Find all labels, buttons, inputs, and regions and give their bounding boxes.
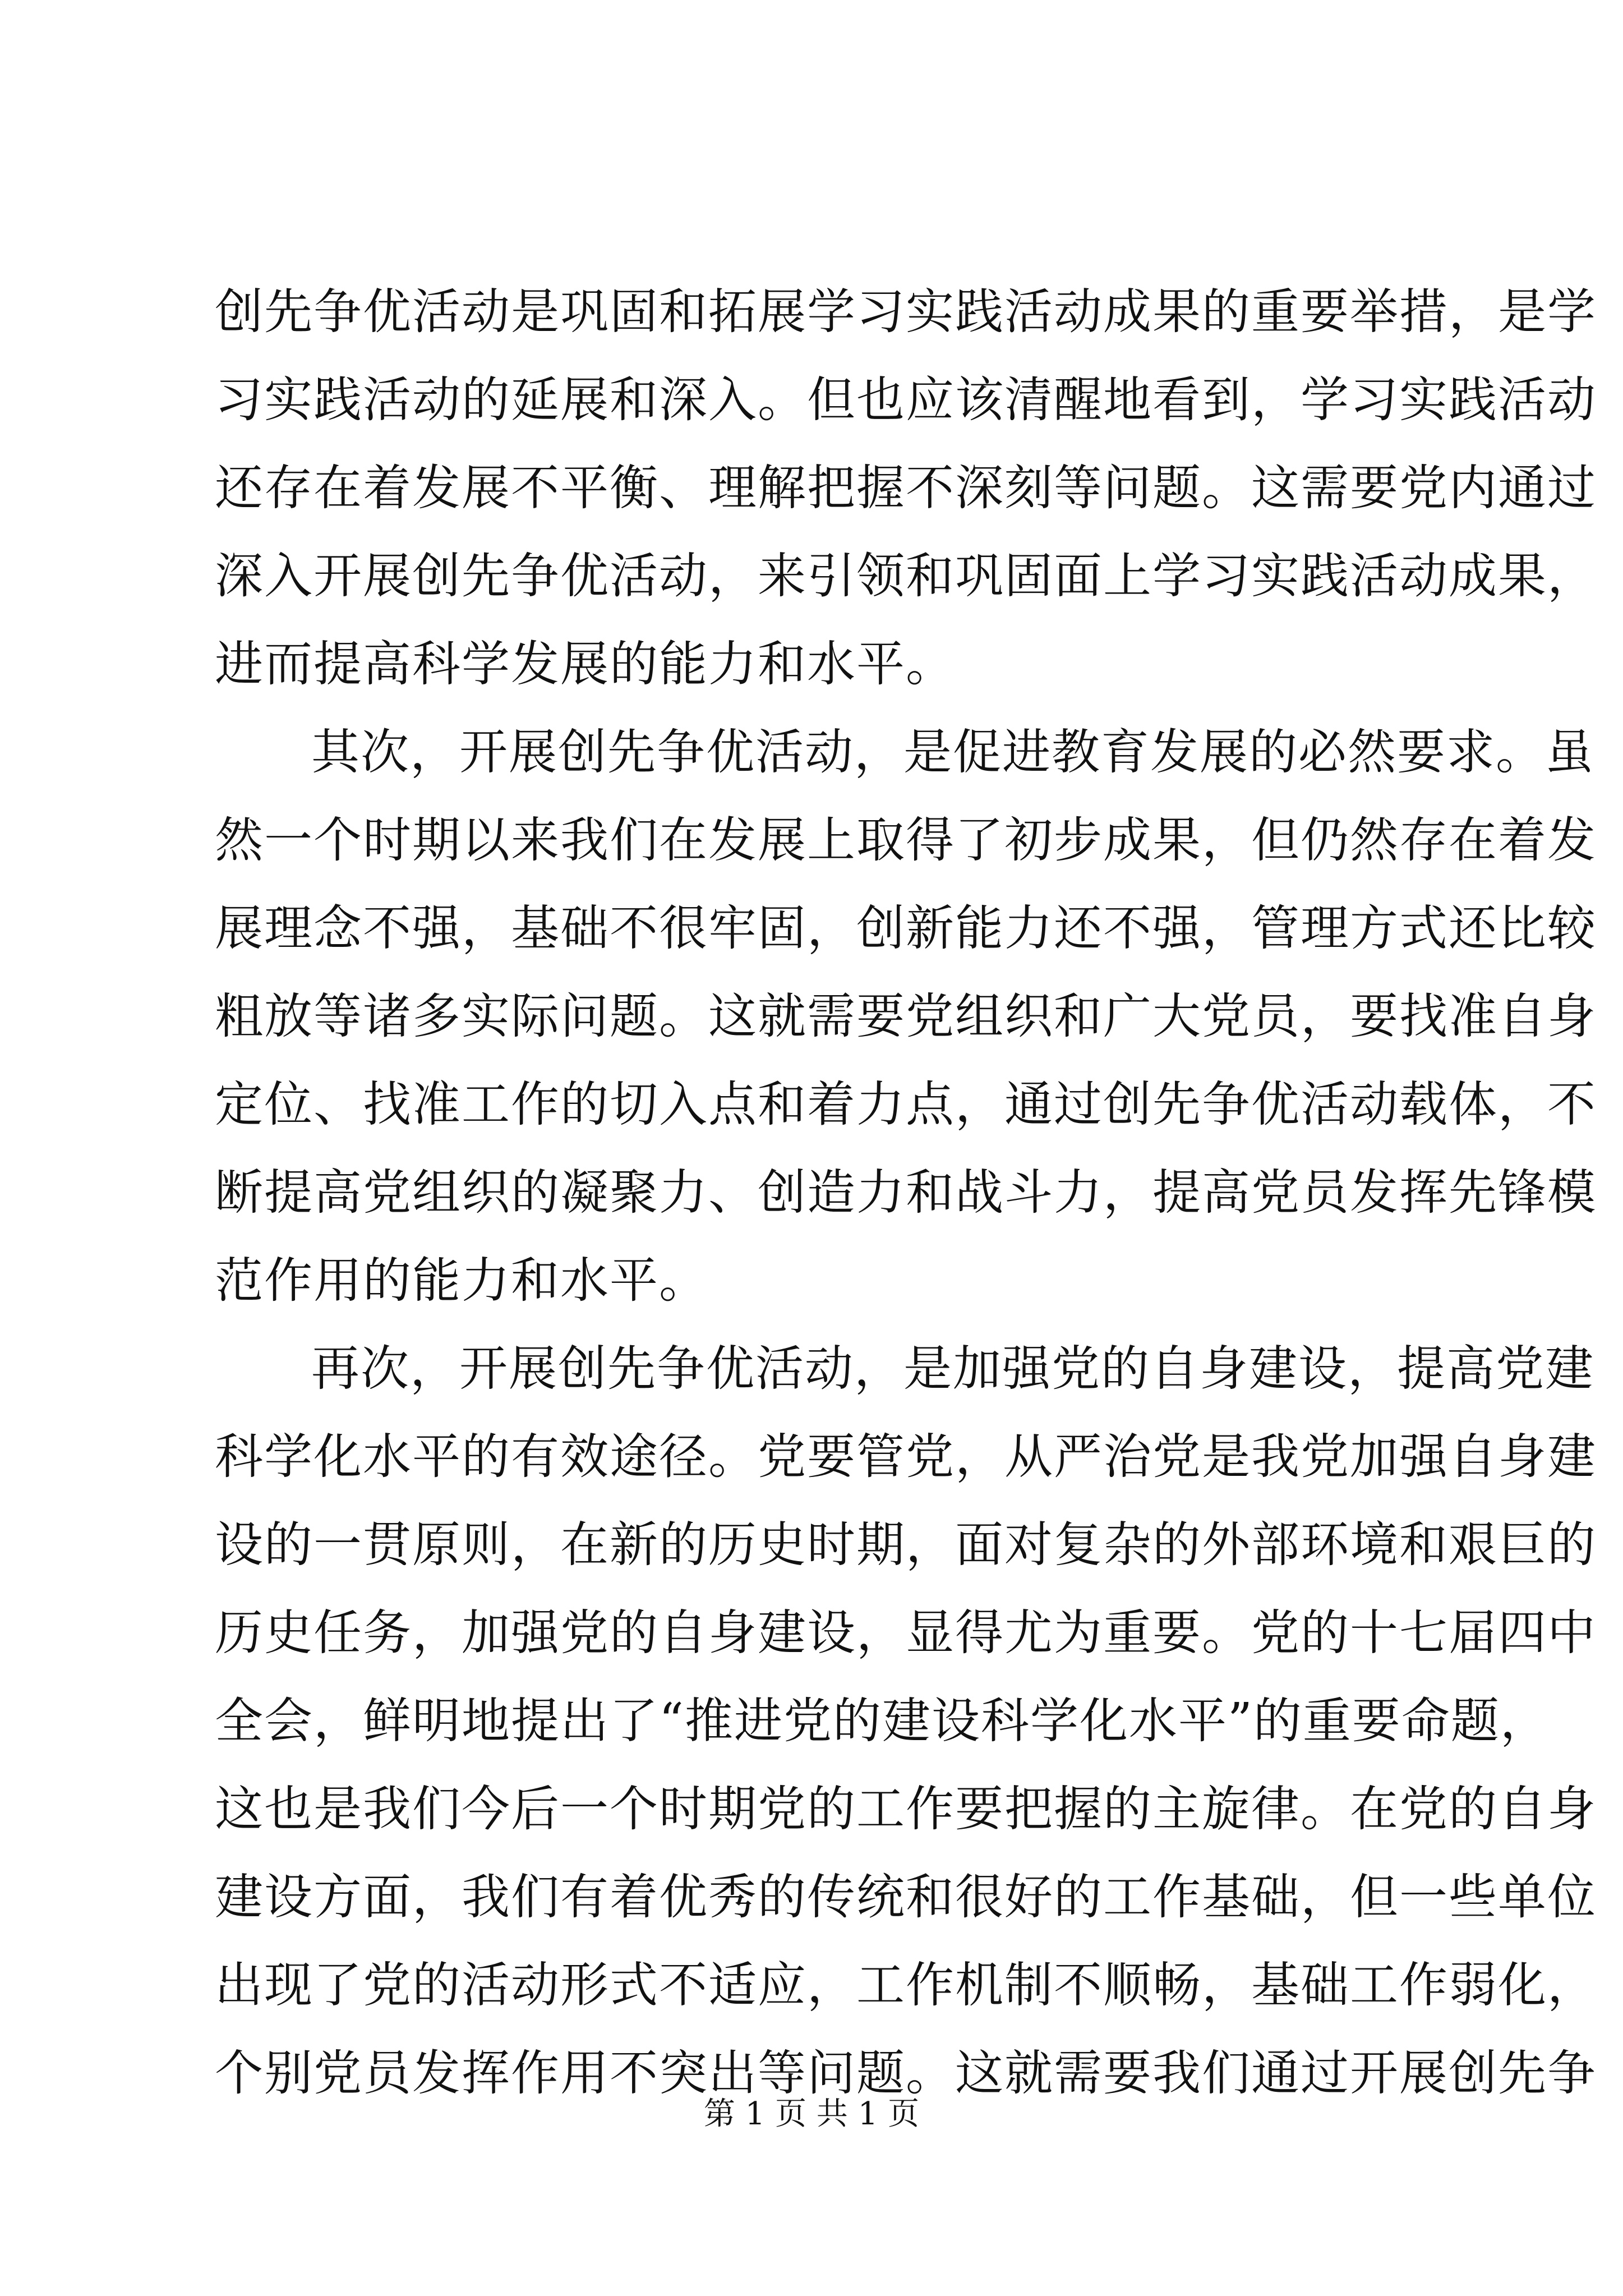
page-footer: [0, 2095, 1623, 2134]
text-line: 创先争优活动是巩固和拓展学习实践活动成果的重要举措，是学: [215, 284, 1597, 340]
document-body: [215, 268, 1597, 2118]
text-line: 粗放等诸多实际问题。这就需要党组织和广大党员，要找准自身: [215, 988, 1597, 1045]
text-line: 全会，鲜明地提出了“推进党的建设科学化水平”的重要命题，: [215, 1693, 1550, 1749]
paragraph-first-line: 其次，开展创先争优活动，是促进教育发展的必然要求。虽: [311, 724, 1594, 780]
text-line: 断提高党组织的凝聚力、创造力和战斗力，提高党员发挥先锋模: [215, 1165, 1597, 1221]
text-line: 定位、找准工作的切入点和着力点，通过创先争优活动载体，不: [215, 1076, 1597, 1133]
text-line: 习实践活动的延展和深入。但也应该清醒地看到，学习实践活动: [215, 372, 1597, 428]
text-line: 设的一贯原则，在新的历史时期，面对复杂的外部环境和艰巨的: [215, 1517, 1597, 1573]
text-line: 科学化水平的有效途径。党要管党，从严治党是我党加强自身建: [215, 1429, 1597, 1485]
text-line: 进而提高科学发展的能力和水平。: [215, 636, 955, 692]
paragraph-first-line: 再次，开展创先争优活动，是加强党的自身建设，提高党建: [311, 1341, 1594, 1397]
text-line: 这也是我们今后一个时期党的工作要把握的主旋律。在党的自身: [215, 1781, 1597, 1837]
text-line: 展理念不强，基础不很牢固，创新能力还不强，管理方式还比较: [215, 900, 1597, 956]
text-line: 范作用的能力和水平。: [215, 1253, 708, 1309]
text-line: 然一个时期以来我们在发展上取得了初步成果，但仍然存在着发: [215, 812, 1597, 868]
page-number-label: 第 1 页 共 1 页: [703, 2096, 920, 2132]
text-line: 历史任务，加强党的自身建设，显得尤为重要。党的十七届四中: [215, 1605, 1597, 1661]
text-line: 个别党员发挥作用不突出等问题。这就需要我们通过开展创先争: [215, 2045, 1597, 2101]
text-line: 深入开展创先争优活动，来引领和巩固面上学习实践活动成果，: [215, 548, 1597, 604]
text-line: 还存在着发展不平衡、理解把握不深刻等问题。这需要党内通过: [215, 460, 1597, 516]
text-line: 出现了党的活动形式不适应，工作机制不顺畅，基础工作弱化，: [215, 1957, 1597, 2013]
text-line: 建设方面，我们有着优秀的传统和很好的工作基础，但一些单位: [215, 1869, 1597, 1925]
